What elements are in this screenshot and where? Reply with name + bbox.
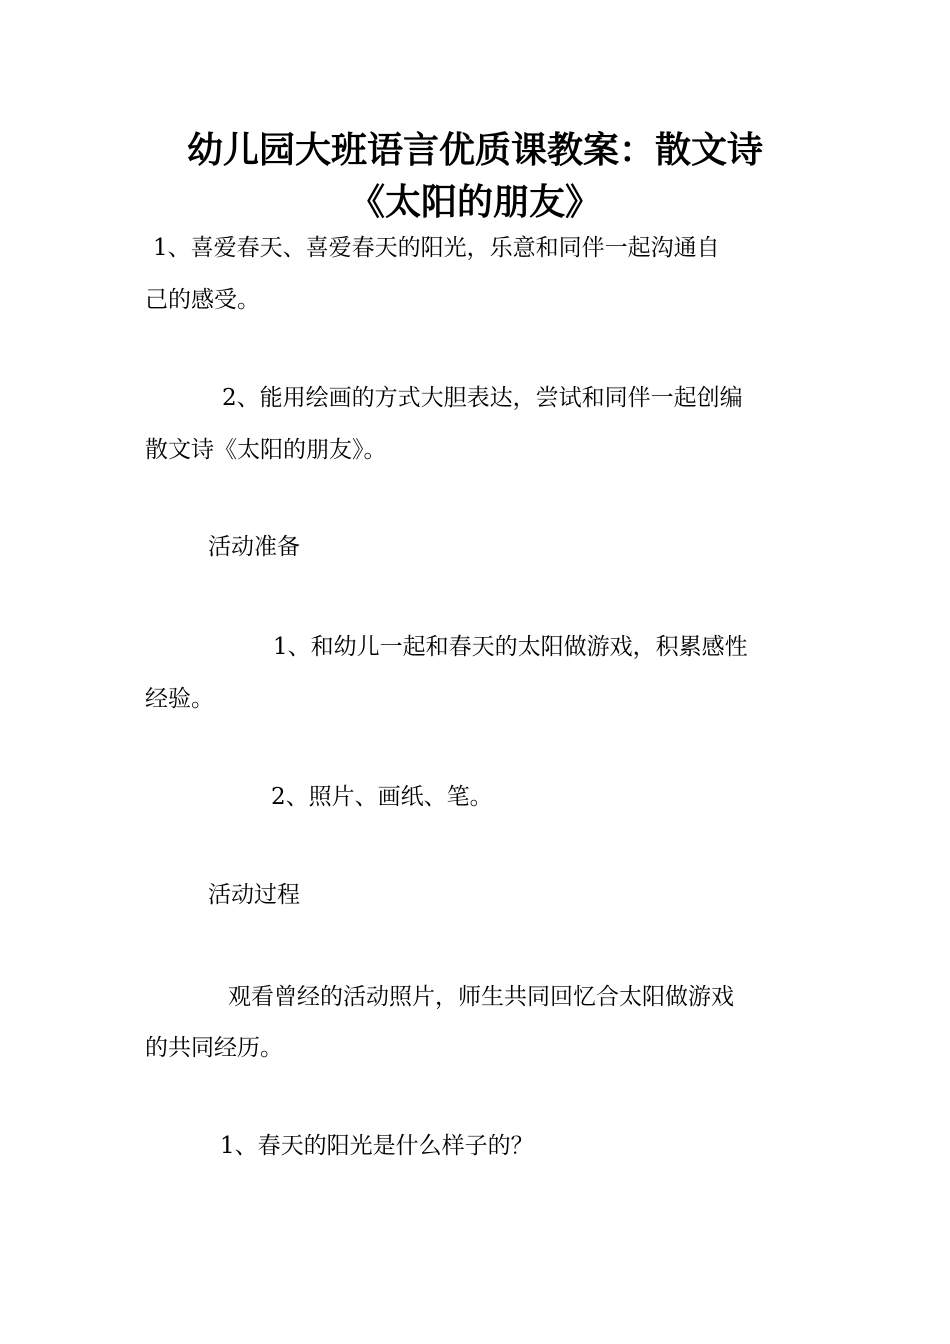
preparation-1-line-1: 1、和幼儿一起和春天的太阳做游戏，积累感性 [273,634,748,660]
document-title-line-2: 《太阳的朋友》 [348,182,601,223]
section-heading-process: 活动过程 [208,882,300,908]
process-intro-line-2: 的共同经历。 [145,1035,283,1061]
preparation-2: 2、照片、画纸、笔。 [271,784,493,810]
preparation-1-line-2: 经验。 [145,686,214,712]
section-heading-preparation: 活动准备 [208,534,300,560]
objective-2-line-2: 散文诗《太阳的朋友》。 [145,437,387,463]
objective-2-line-1: 2、能用绘画的方式大胆表达，尝试和同伴一起创编 [222,385,743,411]
objective-1-line-1: 1、喜爱春天、喜爱春天的阳光，乐意和同伴一起沟通自 [153,235,720,261]
document-title-line-1: 幼儿园大班语言优质课教案：散文诗 [186,130,763,171]
process-intro-line-1: 观看曾经的活动照片，师生共同回忆合太阳做游戏 [228,984,734,1010]
process-question-1: 1、春天的阳光是什么样子的？ [220,1133,534,1159]
objective-1-line-2: 己的感受。 [145,287,260,313]
